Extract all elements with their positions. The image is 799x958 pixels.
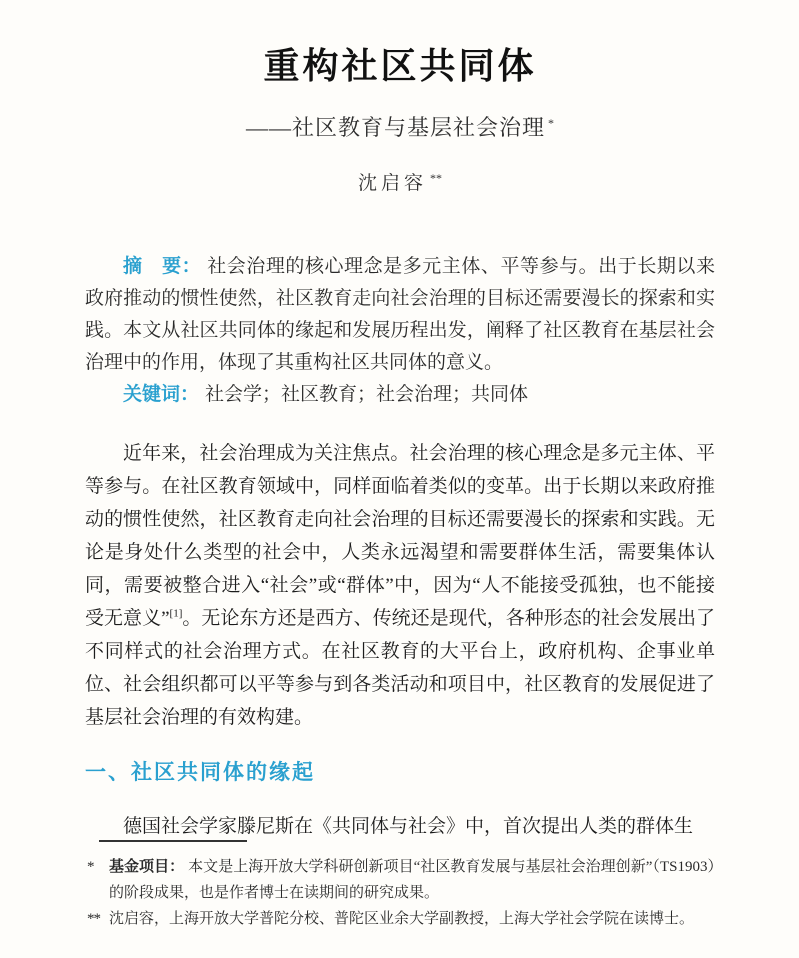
section-heading-1: 一、社区共同体的缘起: [85, 761, 315, 784]
keywords-label: 关键词：: [123, 384, 200, 405]
author-line: [85, 168, 715, 195]
footnote-divider: [99, 840, 247, 842]
footnote-1-text: 本文是上海开放大学科研创新项目“社区教育发展与基层社会治理创新”（TS1903）的阶段成果，也是作者博士在读期间的研究成果。: [109, 859, 715, 901]
author-name: 沈启容: [357, 173, 427, 194]
footnote-2: [85, 906, 715, 932]
subtitle-text: ——社区教育与基层社会治理: [245, 115, 545, 140]
subtitle-footnote-mark: *: [548, 115, 554, 130]
abstract-text: 社会治理的核心理念是多元主体、平等参与。出于长期以来政府推动的惯性使然，社区教育走向社会治理的目标还需要漫长的探索和实践。本文从社区共同体的缘起和发展历程出发，阐释了社区教育在基层社会治理中的作用，体现了其重构社区共同体的意义。: [85, 256, 715, 373]
body-paragraph-2: 德国社会学家滕尼斯在《共同体与社会》中，首次提出人类的群体生: [123, 816, 694, 837]
footnote-2-text: 沈启容，上海开放大学普陀分校、普陀区业余大学副教授，上海大学社会学院在读博士。: [109, 911, 695, 927]
article-title: 重构社区共同体: [263, 46, 537, 86]
citation-ref-1: [1]: [169, 607, 183, 620]
body-paragraph-1: [85, 437, 715, 734]
keywords-line: [85, 379, 715, 411]
abstract-paragraph: [85, 251, 715, 379]
article-subtitle: [85, 111, 715, 142]
footnote-1-marker: *: [87, 859, 94, 875]
paragraph-1-text-a: 近年来，社会治理成为关注焦点。社会治理的核心理念是多元主体、平等参与。在社区教育领域中，同样面临着类似的变革。出于长期以来政府推动的惯性使然，社区教育走向社会治理的目标还需要漫长的探索和实践。无论是身处什么类型的社会中，人类永远渴望和需要群体生活，需要集体认同，需要被整合进入“社会”或“群体”中，因为“人不能接受孤独，也不能接受无意义”: [85, 443, 715, 629]
footnote-1: [85, 854, 715, 906]
abstract-label: 摘 要：: [123, 256, 202, 277]
footnote-area: [85, 840, 715, 932]
abstract-block: [85, 251, 715, 411]
footnote-1-label: 基金项目：: [109, 858, 185, 875]
keywords-text: 社会学；社区教育；社会治理；共同体: [205, 384, 529, 405]
paragraph-1-text-b: 。无论东方还是西方、传统还是现代，各种形态的社会发展出了不同样式的社会治理方式。在社区教育的大平台上，政府机构、企事业单位、社会组织都可以平等参与到各类活动和项目中，社区教育的发展促进了基层社会治理的有效构建。: [85, 608, 715, 728]
footnote-2-marker: **: [87, 911, 100, 927]
author-footnote-mark: **: [430, 170, 442, 185]
